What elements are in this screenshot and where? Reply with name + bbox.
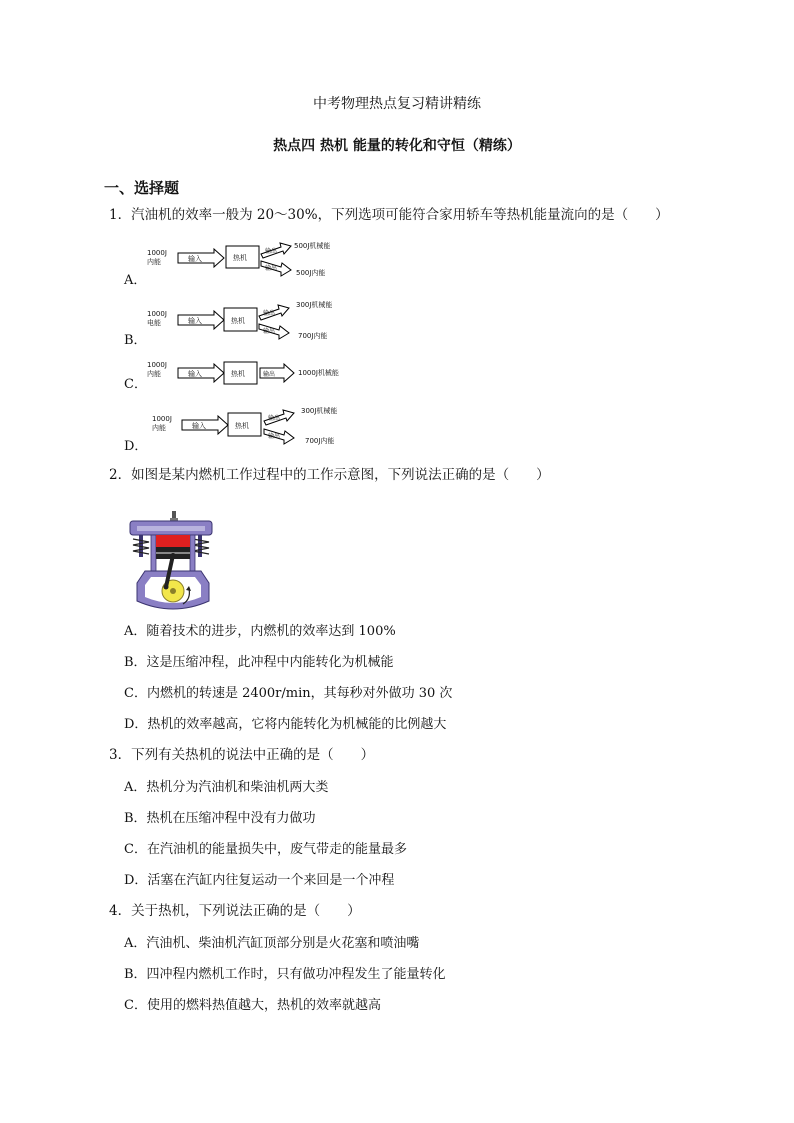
svg-text:700J内能: 700J内能 xyxy=(305,437,335,445)
svg-text:输入: 输入 xyxy=(188,370,202,378)
svg-text:300J机械能: 300J机械能 xyxy=(301,407,338,415)
q3-option-b: B．热机在压缩冲程中没有力做功 xyxy=(124,811,316,826)
svg-text:输出: 输出 xyxy=(265,265,278,272)
svg-text:电能: 电能 xyxy=(147,319,161,327)
svg-text:1000J: 1000J xyxy=(147,310,167,318)
svg-text:输入: 输入 xyxy=(188,317,202,325)
svg-text:内能: 内能 xyxy=(147,258,161,266)
engine-diagram xyxy=(127,511,219,615)
section-title: 一、选择题 xyxy=(104,179,180,197)
question-4-stem: 4．关于热机，下列说法正确的是（ ） xyxy=(109,903,361,919)
question-3-stem: 3．下列有关热机的说法中正确的是（ ） xyxy=(109,747,375,763)
combustion-chamber xyxy=(156,535,190,547)
svg-text:输出: 输出 xyxy=(268,433,281,440)
svg-text:300J机械能: 300J机械能 xyxy=(296,301,333,309)
svg-text:输出: 输出 xyxy=(263,310,276,317)
energy-flow-diagram-a xyxy=(144,240,362,286)
q2-option-c: C．内燃机的转速是 2400r/min，其每秒对外做功 30 次 xyxy=(124,686,453,701)
svg-text:热机: 热机 xyxy=(231,317,245,325)
q3-option-a: A．热机分为汽油机和柴油机两大类 xyxy=(124,780,329,795)
q2-option-b: B．这是压缩冲程，此冲程中内能转化为机械能 xyxy=(124,655,394,670)
svg-text:500J内能: 500J内能 xyxy=(296,269,326,277)
q1-option-c-label: C． xyxy=(124,377,147,392)
question-1-stem: 1．汽油机的效率一般为 20～30%，下列选项可能符合家用轿车等热机能量流向的是（ ） xyxy=(109,207,669,223)
svg-text:输入: 输入 xyxy=(188,255,202,263)
svg-text:热机: 热机 xyxy=(231,370,245,378)
document-title: 中考物理热点复习精讲精练 xyxy=(313,96,481,112)
q4-option-b: B．四冲程内燃机工作时，只有做功冲程发生了能量转化 xyxy=(124,967,446,982)
question-2-stem: 2．如图是某内燃机工作过程中的工作示意图，下列说法正确的是（ ） xyxy=(109,467,550,483)
q2-option-a: A．随着技术的进步，内燃机的效率达到 100% xyxy=(124,624,396,639)
svg-text:热机: 热机 xyxy=(233,254,247,262)
q1-option-a-label: A． xyxy=(124,273,147,288)
q2-option-d: D．热机的效率越高，它将内能转化为机械能的比例越大 xyxy=(124,717,447,732)
svg-text:1000J: 1000J xyxy=(147,249,167,257)
q4-option-a: A．汽油机、柴油机汽缸顶部分别是火花塞和喷油嘴 xyxy=(124,936,420,951)
svg-text:内能: 内能 xyxy=(147,370,161,378)
svg-text:输入: 输入 xyxy=(192,422,206,430)
energy-flow-diagram-b xyxy=(144,298,362,344)
svg-text:输出: 输出 xyxy=(268,415,281,422)
svg-text:输出: 输出 xyxy=(263,328,276,335)
svg-text:700J内能: 700J内能 xyxy=(298,332,328,340)
energy-flow-diagram-c xyxy=(144,356,362,402)
svg-text:内能: 内能 xyxy=(152,424,166,432)
svg-text:热机: 热机 xyxy=(235,422,249,430)
q3-option-d: D．活塞在汽缸内往复运动一个来回是一个冲程 xyxy=(124,873,395,888)
svg-text:输出: 输出 xyxy=(263,371,276,378)
q3-option-c: C．在汽油机的能量损失中，废气带走的能量最多 xyxy=(124,842,407,857)
svg-text:500J机械能: 500J机械能 xyxy=(294,242,331,250)
q1-option-d-label: D． xyxy=(124,439,148,454)
q1-option-b-label: B． xyxy=(124,333,147,348)
svg-text:输出: 输出 xyxy=(265,248,278,255)
svg-text:1000J: 1000J xyxy=(147,361,167,369)
energy-flow-diagram-d xyxy=(144,403,362,449)
svg-text:1000J机械能: 1000J机械能 xyxy=(298,369,339,377)
document-subtitle: 热点四 热机 能量的转化和守恒（精练） xyxy=(273,138,521,154)
q4-option-c: C．使用的燃料热值越大，热机的效率就越高 xyxy=(124,998,381,1013)
spark-plug-icon xyxy=(172,511,176,519)
svg-text:1000J: 1000J xyxy=(152,415,172,423)
